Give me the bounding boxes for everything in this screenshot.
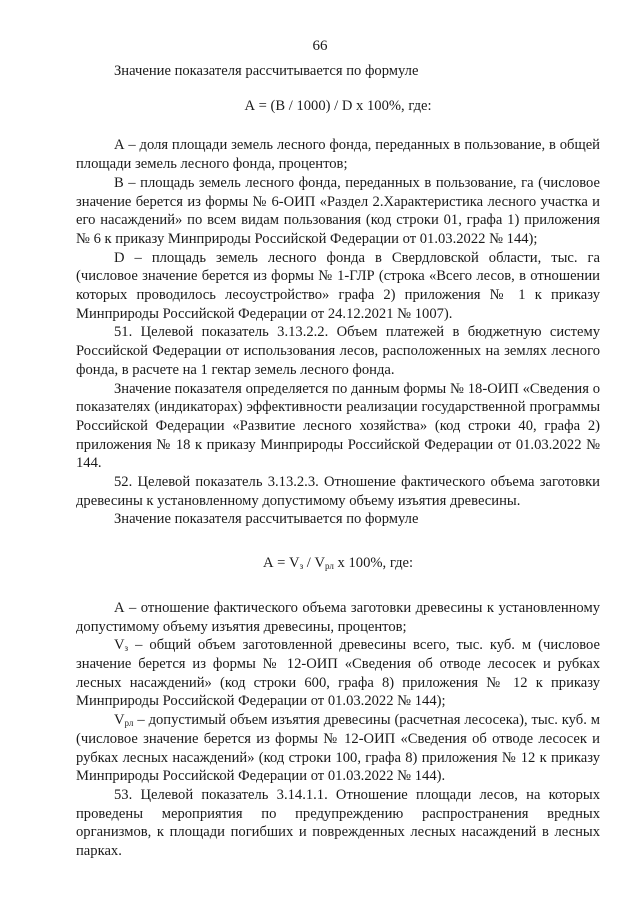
symbol-sub-z: з <box>124 643 129 654</box>
paragraph-formula-intro-2: Значение показателя рассчитывается по формуле <box>114 511 419 528</box>
paragraph-item-52: 52. Целевой показатель 3.13.2.3. Отношение фактического объема заготовки древесины к установленному допустимому объему изъятия древесины. <box>76 474 600 509</box>
formula-2-sub-z: з <box>299 561 304 572</box>
page-number: 66 <box>312 38 328 54</box>
paragraph-definition-a-1: А – доля площади земель лесного фонда, переданных в пользование, в общей площади земель лесного фонда, процентов; <box>76 137 600 173</box>
paragraph-item-51: 51. Целевой показатель 3.13.2.2. Объем платежей в бюджетную систему Российской Федерации от использования лесов, расположенных на землях лесного фонда, в расчете на 1 гектар земель лесного фонда. <box>76 324 600 378</box>
definition-vz-text: – общий объем заготовленной древесины всего, тыс. куб. м (числовое значение берется из формы № 12-ОИП «Сведения об отводе лесосек и рубках лесных насаждений» (код строки 600, графа 8) приложения № 12 к приказу Минприроды Российской Федерации от 01.03.2022 № 144); <box>76 637 600 710</box>
paragraph-definition-vrl <box>76 711 600 786</box>
symbol-v: V <box>114 712 125 729</box>
formula-2-part-b: / V <box>303 555 326 572</box>
page-content <box>76 62 600 861</box>
paragraph-definition-b: В – площадь земель лесного фонда, переданных в пользование, га (числовое значение берется из формы № 6-ОИП «Раздел 2.Характеристика лесного участка и его насаждений» по всем видам пользования (код строки 01, графа 1) приложения № 6 к приказу Минприроды Российской Федерации от 01.03.2022 № 144); <box>76 174 600 247</box>
paragraph-definition-vz <box>76 636 600 711</box>
formula-2-sub-rl: рл <box>325 561 334 572</box>
formula-2 <box>76 554 600 573</box>
symbol-sub-rl: рл <box>124 718 134 729</box>
symbol-v: V <box>114 637 125 654</box>
paragraph-definition-d: D – площадь земель лесного фонда в Свердловской области, тыс. га (числовое значение берется из формы № 1-ГЛР (строка «Всего лесов, в отношении которых проводилось лесоустройство» графа 2) приложения № 1 к приказу Минприроды Российской Федерации от 24.12.2021 № 1007). <box>76 249 600 322</box>
paragraph-item-53: 53. Целевой показатель 3.14.1.1. Отношение площади лесов, на которых проведены мероприятия по предупреждению распространения вредных организмов, к площади погибших и поврежденных лесных насаждений в лесных парках. <box>76 786 600 860</box>
paragraph-item-51-value: Значение показателя определяется по данным формы № 18-ОИП «Сведения о показателях (индикаторах) эффективности реализации государственной программы Российской Федерации «Развитие лесного хозяйства» (код строки 40, графа 2) приложения № 18 к приказу Минприроды Российской Федерации от 01.03.2022 № 144. <box>76 380 600 472</box>
formula-1: А = (В / 1000) / D х 100%, где: <box>244 97 432 114</box>
formula-2-part-a: А = V <box>262 555 300 572</box>
definition-vrl-text: – допустимый объем изъятия древесины (расчетная лесосека), тыс. куб. м (числовое значение берется из формы № 12-ОИП «Сведения об отводе лесосек и рубках лесных насаждений» (код строки 100, графа 8) приложения № 12 к приказу Минприроды Российской Федерации от 01.03.2022 № 144). <box>76 712 600 785</box>
formula-2-part-c: х 100%, где: <box>333 555 414 572</box>
paragraph-definition-a-2: А – отношение фактического объема заготовки древесины к установленному допустимому объему изъятия древесины, процентов; <box>76 599 600 635</box>
paragraph-formula-intro-1: Значение показателя рассчитывается по формуле <box>114 63 419 79</box>
